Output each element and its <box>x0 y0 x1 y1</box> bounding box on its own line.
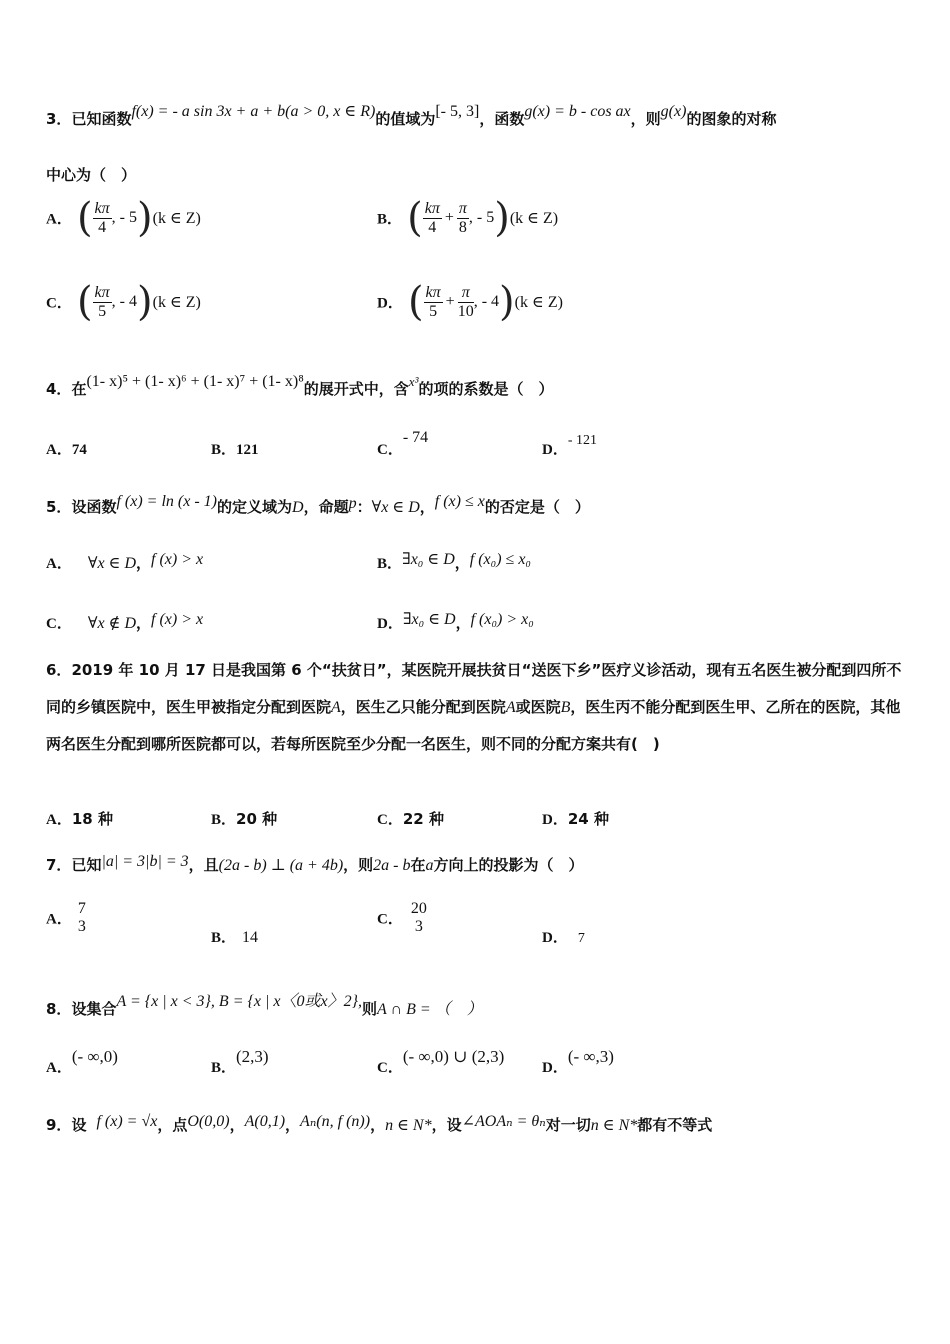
option-label: B． <box>377 211 403 228</box>
q8-option-c <box>377 1047 505 1077</box>
q8-number: 8． <box>46 1000 72 1018</box>
frac-denominator: 4 <box>428 218 437 236</box>
q3-b-cond: (k ∈ Z) <box>509 210 559 227</box>
q3-d-rest: , - 4 <box>473 293 500 310</box>
q3-text: 的图象的对称 <box>686 110 777 128</box>
q3-text: ，则 <box>630 110 661 128</box>
q6-c-value: 22 种 <box>402 810 444 828</box>
q5-c-inequality: f (x) > x <box>151 611 204 628</box>
q9-function: f (x) = √x <box>96 1113 158 1130</box>
q5-d-inequality: f (x₀) > x₀ <box>470 611 534 628</box>
q9-text: 设 <box>71 1116 87 1134</box>
q4-text: 的项的系数是（ ） <box>418 380 554 398</box>
q4-x3: x³ <box>408 374 419 389</box>
frac-denominator: 8 <box>458 218 467 236</box>
q3-function-g: g(x) = b - cos ax <box>524 103 631 120</box>
q9-text: ，设 <box>431 1116 462 1134</box>
q3-c-rest: , - 4 <box>111 293 137 310</box>
q8-option-b <box>211 1047 269 1077</box>
frac-numerator: 20 <box>410 900 427 917</box>
q3-a-rest: , - 5 <box>111 209 137 226</box>
q7-text: ，且 <box>188 856 219 874</box>
option-label: A． <box>46 1060 72 1076</box>
question-9 <box>46 1114 712 1135</box>
q3-b-rest: , - 5 <box>468 209 495 226</box>
q3-a-cond: (k ∈ Z) <box>152 210 201 227</box>
option-label: B． <box>211 930 237 946</box>
option-label: B． <box>211 812 237 828</box>
q5-forall: ∀x ∈ D <box>371 499 420 516</box>
q8-sets: A = {x | x < 3}, B = {x | x〈0或x〉2}, <box>116 993 363 1010</box>
q8-text: 设集合 <box>71 1000 117 1018</box>
q7-b-value: 14 <box>242 929 259 946</box>
frac-numerator: kπ <box>94 283 110 301</box>
frac-numerator: 7 <box>77 900 86 917</box>
option-label: C． <box>46 616 72 632</box>
q8-d-value: (- ∞,3) <box>567 1047 614 1066</box>
q5-text: 设函数 <box>71 498 117 516</box>
comma: ， <box>455 614 471 632</box>
option-label: D． <box>542 930 568 946</box>
q8-b-value: (2,3) <box>236 1047 269 1066</box>
q6-option-d <box>542 808 609 829</box>
q4-option-a <box>46 438 87 459</box>
q5-text: 的定义域为 <box>216 498 292 516</box>
q6-number: 6． <box>46 661 72 679</box>
q9-text: 都有不等式 <box>637 1116 713 1134</box>
q3-option-c: C． ( $\frac{k\pi}{5}$ , - 4)(k ∈ Z) <box>46 279 201 325</box>
q3-c-cond: (k ∈ Z) <box>152 294 201 311</box>
q4-number: 4． <box>46 380 72 398</box>
q3-option-d: D． ( $\frac{k\pi}{5}$ + $\frac{\pi}{10}$ , - 4)(k ∈ Z) <box>377 279 563 325</box>
q3-function-f: f(x) = - a sin 3x + a + b(a > 0, x ∈ R) <box>131 103 376 120</box>
q7-option-b <box>211 926 258 947</box>
question-4 <box>46 373 554 399</box>
q7-perpendicular: (2a - b) ⊥ (a + 4b) <box>218 857 344 874</box>
q3-text: ，函数 <box>479 110 525 128</box>
option-label: C． <box>377 1060 403 1076</box>
q5-b-inequality: f (x₀) ≤ x₀ <box>469 551 531 568</box>
question-7 <box>46 854 584 875</box>
q7-option-c <box>377 900 429 936</box>
frac-numerator: π <box>458 284 474 303</box>
option-label: D． <box>542 812 568 828</box>
question-5 <box>46 493 590 517</box>
q4-d-value: - 121 <box>567 433 598 448</box>
q7-text: ，则 <box>343 856 374 874</box>
frac-numerator: kπ <box>424 199 440 217</box>
comma: ， <box>136 614 152 632</box>
q9-text: 对一切 <box>545 1116 591 1134</box>
q3-option-a: A． ( $\frac{k\pi}{4}$ , - 5)(k ∈ Z) <box>46 195 201 241</box>
q4-expression: (1- x)⁵ + (1- x)⁶ + (1- x)⁷ + (1- x)⁸ <box>86 373 304 390</box>
q7-a: a <box>425 857 434 874</box>
q9-text: ，点 <box>157 1116 188 1134</box>
option-label: C． <box>46 295 72 312</box>
q8-text: 则 <box>362 1000 378 1018</box>
option-label: D． <box>542 1060 568 1076</box>
plus: + <box>444 209 454 226</box>
frac-numerator: π <box>458 199 467 217</box>
option-label: A． <box>46 812 72 828</box>
q3-line-2: 中心为（ ） <box>46 166 137 184</box>
option-label: B． <box>377 556 403 572</box>
q5-text: ， <box>419 498 435 516</box>
q5-option-b <box>377 552 531 573</box>
q9-text: ， <box>285 1116 301 1134</box>
q9-n-in-n: n ∈ N* <box>590 1117 638 1134</box>
q4-text: 的展开式中，含 <box>303 380 409 398</box>
q7-d-value: 7 <box>577 931 585 946</box>
q5-c-quantifier: ∀x ∉ D <box>87 615 136 632</box>
q5-inequality: f (x) ≤ x <box>434 493 485 510</box>
q7-text: 已知 <box>71 856 102 874</box>
q6-b-value: 20 种 <box>236 810 278 828</box>
q6-hospital-a: A <box>505 699 516 716</box>
frac-numerator: kπ <box>94 199 110 217</box>
q5-option-a <box>46 552 203 573</box>
q9-point-an: Aₙ(n, f (n)) <box>300 1113 371 1130</box>
q3-text: 已知函数 <box>71 110 132 128</box>
q7-text: 方向上的投影为（ ） <box>433 856 584 874</box>
q6-a-value: 18 种 <box>71 810 113 828</box>
option-label: D． <box>377 295 403 312</box>
q6-hospital-a: A <box>331 699 341 716</box>
q5-a-quantifier: ∀x ∈ D <box>87 555 136 572</box>
option-label: C． <box>377 812 403 828</box>
option-label: A． <box>46 211 72 228</box>
q9-point-a: A(0,1) <box>244 1113 286 1130</box>
q6-option-a <box>46 808 113 829</box>
q4-c-value: - 74 <box>402 429 429 446</box>
frac-denominator: 4 <box>98 218 107 236</box>
q5-option-c <box>46 612 203 633</box>
option-label: A． <box>46 556 72 572</box>
q3-text: 的值域为 <box>375 110 436 128</box>
option-label: B． <box>211 1060 237 1076</box>
q8-option-a <box>46 1047 118 1077</box>
option-label: A． <box>46 911 72 928</box>
q6-d-value: 24 种 <box>567 810 609 828</box>
frac-denominator: 3 <box>77 918 86 935</box>
q6-text: 2019 年 10 月 17 日是我国第 6 个“扶贫日”，某医院开展扶贫日“送医下乡”医疗义诊活动，现有五名医生被分配到四所不同的乡镇医院中，医生甲被指定分配到医院 <box>46 661 902 716</box>
q6-text: ，医生乙只能分配到医院 <box>340 698 506 716</box>
q8-a-value: (- ∞,0) <box>71 1047 118 1066</box>
option-label: D． <box>377 616 403 632</box>
question-8 <box>46 993 483 1019</box>
q8-option-d <box>542 1047 614 1077</box>
option-label: A． <box>46 442 72 458</box>
q8-intersection: A ∩ B = （ ） <box>377 1001 483 1018</box>
q9-text: ， <box>370 1116 386 1134</box>
frac-denominator: 5 <box>429 302 438 320</box>
q7-option-a <box>46 900 88 936</box>
option-label: D． <box>542 442 568 458</box>
q6-option-b <box>211 808 277 829</box>
q7-number: 7． <box>46 856 72 874</box>
q6-text: 或医院 <box>515 698 561 716</box>
q9-text: ， <box>229 1116 245 1134</box>
frac-denominator: 5 <box>98 302 107 320</box>
q3-gx: g(x) <box>660 103 687 120</box>
q9-point-o: O(0,0) <box>187 1113 230 1130</box>
q7-option-d <box>542 926 585 947</box>
q4-option-c <box>377 429 429 459</box>
q5-option-d <box>377 612 534 633</box>
question-3-line-1 <box>46 103 777 129</box>
q5-a-inequality: f (x) > x <box>151 551 204 568</box>
frac-numerator: kπ <box>425 283 441 301</box>
question-6 <box>46 652 906 763</box>
q6-hospital-b: B <box>560 699 571 716</box>
comma: ， <box>136 554 152 572</box>
q9-number: 9． <box>46 1116 72 1134</box>
q5-domain: D <box>292 499 304 516</box>
q4-a-value: 74 <box>71 442 87 458</box>
q8-c-value: (- ∞,0) ∪ (2,3) <box>402 1047 505 1066</box>
q5-d-quantifier: ∃x₀ ∈ D <box>402 611 456 628</box>
plus: + <box>445 293 455 310</box>
q5-text: ： <box>356 498 372 516</box>
option-label: B． <box>211 442 237 458</box>
frac-denominator: 3 <box>414 918 423 935</box>
q5-text: ，命题 <box>303 498 349 516</box>
q5-p: p <box>348 495 357 512</box>
q5-text: 的否定是（ ） <box>484 498 590 516</box>
q5-number: 5． <box>46 498 72 516</box>
q3-range: [- 5, 3] <box>435 103 480 120</box>
q4-text: 在 <box>71 380 87 398</box>
comma: ， <box>454 554 470 572</box>
q3-option-b: B． ( $\frac{k\pi}{4}$ + $\frac{\pi}{8}$ , - 5)(k ∈ Z) <box>377 195 559 241</box>
q4-b-value: 121 <box>236 442 259 458</box>
q4-option-d <box>542 433 598 459</box>
q6-text: ，医生丙不能分配到医生甲、乙所在的医院，其他两名医生分配到哪所医院都可以，若每所医院至少分配一名医生，则不同的分配方案共有( ) <box>46 698 901 753</box>
q4-option-b <box>211 438 259 459</box>
q3-d-cond: (k ∈ Z) <box>514 294 563 311</box>
q3-number: 3． <box>46 110 72 128</box>
q9-n-in-n: n ∈ N* <box>385 1117 432 1134</box>
q7-vector: 2a - b <box>373 857 411 874</box>
q7-condition: |a| = 3|b| = 3 <box>101 853 189 870</box>
q5-b-quantifier: ∃x₀ ∈ D <box>402 551 455 568</box>
q9-angle: ∠AOAₙ = θₙ <box>461 1113 546 1130</box>
q5-function: f (x) = ln (x - 1) <box>116 493 217 510</box>
q7-text: 在 <box>410 856 426 874</box>
option-label: C． <box>377 911 403 928</box>
option-label: C． <box>377 442 403 458</box>
frac-denominator: 10 <box>457 302 474 320</box>
q6-option-c <box>377 808 444 829</box>
